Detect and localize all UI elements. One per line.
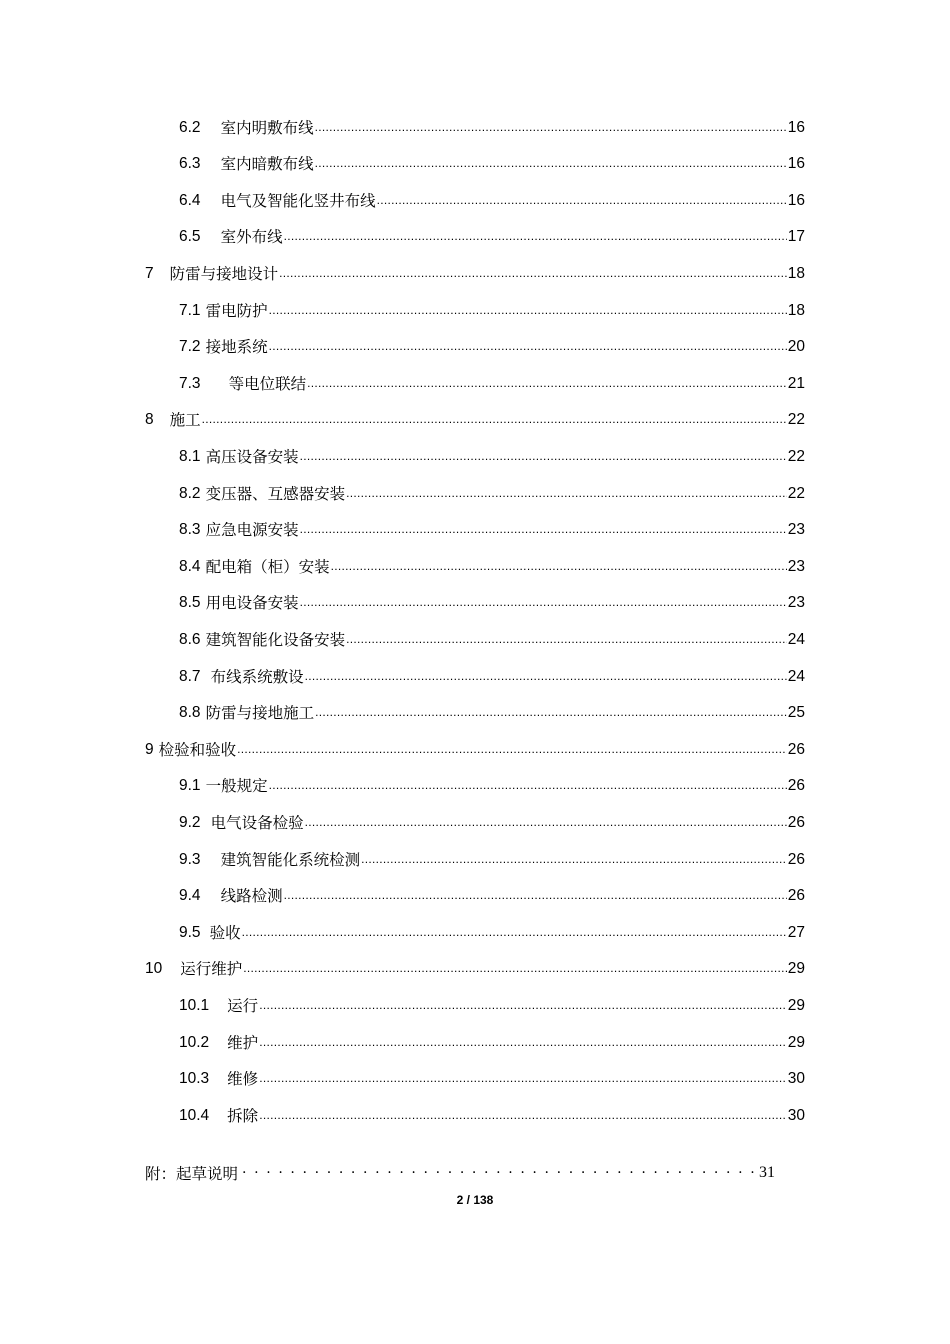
toc-entry[interactable] [179, 335, 805, 359]
toc-entry-number: 8.8 [179, 704, 201, 721]
page-number-indicator: 2 / 138 [456, 1193, 494, 1207]
toc-entry[interactable] [179, 116, 805, 140]
dot-leader [305, 665, 787, 689]
toc-entry-number: 9.3 [179, 851, 201, 868]
toc-chapter[interactable] [145, 957, 805, 981]
toc-entry[interactable] [179, 225, 805, 249]
dot-leader [243, 957, 786, 981]
toc-entry-page: 22 [787, 448, 805, 465]
toc-entry-page: 22 [787, 485, 805, 502]
toc-entry-page: 26 [787, 887, 805, 904]
toc-entry-title: 维护 [227, 1034, 259, 1052]
toc-entry-number: 10.4 [179, 1107, 210, 1124]
toc-entry-title: 建筑智能化设备安装 [205, 631, 346, 649]
toc-entry[interactable] [179, 811, 805, 835]
toc-entry-number: 6.5 [179, 228, 201, 245]
toc-entry[interactable] [179, 701, 805, 725]
toc-entry-number: 8.5 [179, 594, 201, 611]
toc-entry-page: 17 [787, 228, 805, 245]
toc-entry-page: 29 [787, 1034, 805, 1051]
dot-leader [259, 1031, 787, 1055]
toc-entry-page: 29 [787, 960, 805, 977]
toc-entry-title: 运行 [227, 997, 259, 1015]
toc-entry-number: 8.2 [179, 485, 201, 502]
dot-leader [279, 262, 787, 286]
toc-entry-page: 16 [787, 155, 805, 172]
toc-chapter[interactable] [145, 408, 805, 432]
toc-entry[interactable] [179, 372, 805, 396]
toc-entry-page: 27 [787, 924, 805, 941]
toc-entry-title: 接地系统 [205, 338, 268, 356]
dot-leader [377, 189, 787, 213]
toc-entry-page: 22 [787, 411, 805, 428]
dot-leader [259, 1067, 787, 1091]
toc-entry-number: 6.4 [179, 192, 201, 209]
toc-entry-title: 高压设备安装 [205, 448, 299, 466]
toc-entry[interactable] [179, 152, 805, 176]
toc-entry-title: 施工 [169, 411, 201, 429]
toc-entry-page: 26 [787, 777, 805, 794]
toc-entry-number: 8 [145, 411, 154, 428]
toc-entry-number: 10.3 [179, 1070, 210, 1087]
toc-entry[interactable] [179, 518, 805, 542]
dot-leader [315, 152, 787, 176]
dot-leader [346, 482, 787, 506]
toc-entry[interactable] [179, 299, 805, 323]
toc-entry-page: 18 [787, 302, 805, 319]
dot-leader [346, 628, 787, 652]
toc-entry-number: 6.2 [179, 119, 201, 136]
toc-entry-number: 9 [145, 741, 154, 758]
dot-leader [269, 774, 787, 798]
toc-entry-number: 8.4 [179, 558, 201, 575]
toc-entry-page: 30 [787, 1107, 805, 1124]
dot-leader [300, 591, 787, 615]
toc-entry[interactable] [179, 1067, 805, 1091]
toc-entry[interactable] [179, 1031, 805, 1055]
toc-entry-number: 9.4 [179, 887, 201, 904]
toc-entry-page: 30 [787, 1070, 805, 1087]
toc-entry-title: 布线系统敷设 [210, 668, 304, 686]
toc-entry-page: 23 [787, 594, 805, 611]
toc-entry-title: 雷电防护 [205, 302, 268, 320]
toc-entry[interactable] [179, 482, 805, 506]
toc-appendix-entry[interactable] [145, 1160, 775, 1186]
dot-leader [315, 116, 787, 140]
toc-entry-number: 10.1 [179, 997, 210, 1014]
toc-entry[interactable] [179, 921, 805, 945]
toc-entry-page: 26 [787, 814, 805, 831]
dot-leader [242, 1160, 755, 1186]
dot-leader [315, 701, 787, 725]
toc-entry-number: 9.1 [179, 777, 201, 794]
dot-leader [307, 372, 787, 396]
dot-leader [237, 738, 787, 762]
toc-entry-title: 运行维护 [180, 960, 243, 978]
toc-entry-page: 16 [787, 192, 805, 209]
toc-entry-title: 拆除 [227, 1107, 259, 1125]
toc-entry-page: 25 [787, 704, 805, 721]
toc-entry[interactable] [179, 774, 805, 798]
toc-entry-number: 7 [145, 265, 154, 282]
toc-entry-title: 室内明敷布线 [220, 119, 314, 137]
dot-leader [202, 408, 787, 432]
toc-entry[interactable] [179, 848, 805, 872]
toc-entry-title: 配电箱（柜）安装 [205, 558, 330, 576]
dot-leader [269, 335, 787, 359]
toc-entry-title: 室内暗敷布线 [220, 155, 314, 173]
toc-entry-title: 线路检测 [220, 887, 283, 905]
toc-entry-number: 10 [145, 960, 163, 977]
dot-leader [305, 811, 787, 835]
dot-leader [284, 225, 787, 249]
toc-entry-title: 建筑智能化系统检测 [220, 851, 361, 869]
toc-entry[interactable] [179, 189, 805, 213]
toc-entry-page: 24 [787, 631, 805, 648]
toc-entry-title: 验收 [209, 924, 241, 942]
toc-entry[interactable] [179, 555, 805, 579]
toc-entry-page: 26 [787, 851, 805, 868]
dot-leader [284, 884, 787, 908]
dot-leader [259, 994, 787, 1018]
toc-entry-title: 用电设备安装 [205, 594, 299, 612]
toc-entry-number: 7.1 [179, 302, 201, 319]
toc-entry-page: 21 [787, 375, 805, 392]
appendix-page: 31 [759, 1164, 775, 1181]
toc-entry[interactable] [179, 628, 805, 652]
toc-entry-number: 8.6 [179, 631, 201, 648]
toc-entry-number: 8.3 [179, 521, 201, 538]
toc-entry-title: 防雷与接地施工 [205, 704, 315, 722]
dot-leader [259, 1104, 787, 1128]
toc-chapter[interactable] [145, 262, 805, 286]
toc-entry-page: 23 [787, 521, 805, 538]
toc-entry-page: 24 [787, 668, 805, 685]
dot-leader [269, 299, 787, 323]
toc-entry-number: 7.3 [179, 375, 201, 392]
toc-entry-title: 等电位联结 [228, 375, 307, 393]
toc-entry-title: 维修 [227, 1070, 259, 1088]
dot-leader [300, 518, 787, 542]
toc-entry-number: 7.2 [179, 338, 201, 355]
toc-entry[interactable] [179, 665, 805, 689]
toc-entry-page: 20 [787, 338, 805, 355]
toc-entry-title: 电气设备检验 [210, 814, 304, 832]
toc-entry-title: 检验和验收 [158, 741, 237, 759]
toc-entry-page: 16 [787, 119, 805, 136]
toc-entry[interactable] [179, 1104, 805, 1128]
toc-entry-title: 防雷与接地设计 [169, 265, 279, 283]
toc-entry-title: 电气及智能化竖井布线 [220, 192, 376, 210]
toc-entry[interactable] [179, 445, 805, 469]
toc-entry-number: 9.5 [179, 924, 201, 941]
toc-entry-number: 8.1 [179, 448, 201, 465]
dot-leader [331, 555, 787, 579]
toc-entry-number: 9.2 [179, 814, 201, 831]
toc-entry-number: 8.7 [179, 668, 201, 685]
toc-entry[interactable] [179, 994, 805, 1018]
toc-entry-page: 26 [787, 741, 805, 758]
toc-entry[interactable] [179, 591, 805, 615]
appendix-title: 附：起草说明 [145, 1165, 239, 1183]
toc-entry-title: 一般规定 [205, 777, 268, 795]
toc-entry-page: 23 [787, 558, 805, 575]
toc-entry-title: 变压器、互感器安装 [205, 485, 346, 503]
dot-leader [242, 921, 787, 945]
toc-entry-number: 6.3 [179, 155, 201, 172]
toc-entry-number: 10.2 [179, 1034, 210, 1051]
toc-entry-title: 应急电源安装 [205, 521, 299, 539]
toc-entry-page: 18 [787, 265, 805, 282]
dot-leader [361, 848, 787, 872]
dot-leader [300, 445, 787, 469]
toc-chapter[interactable] [145, 738, 805, 762]
toc-entry[interactable] [179, 884, 805, 908]
toc-entry-title: 室外布线 [220, 228, 283, 246]
toc-entry-page: 29 [787, 997, 805, 1014]
